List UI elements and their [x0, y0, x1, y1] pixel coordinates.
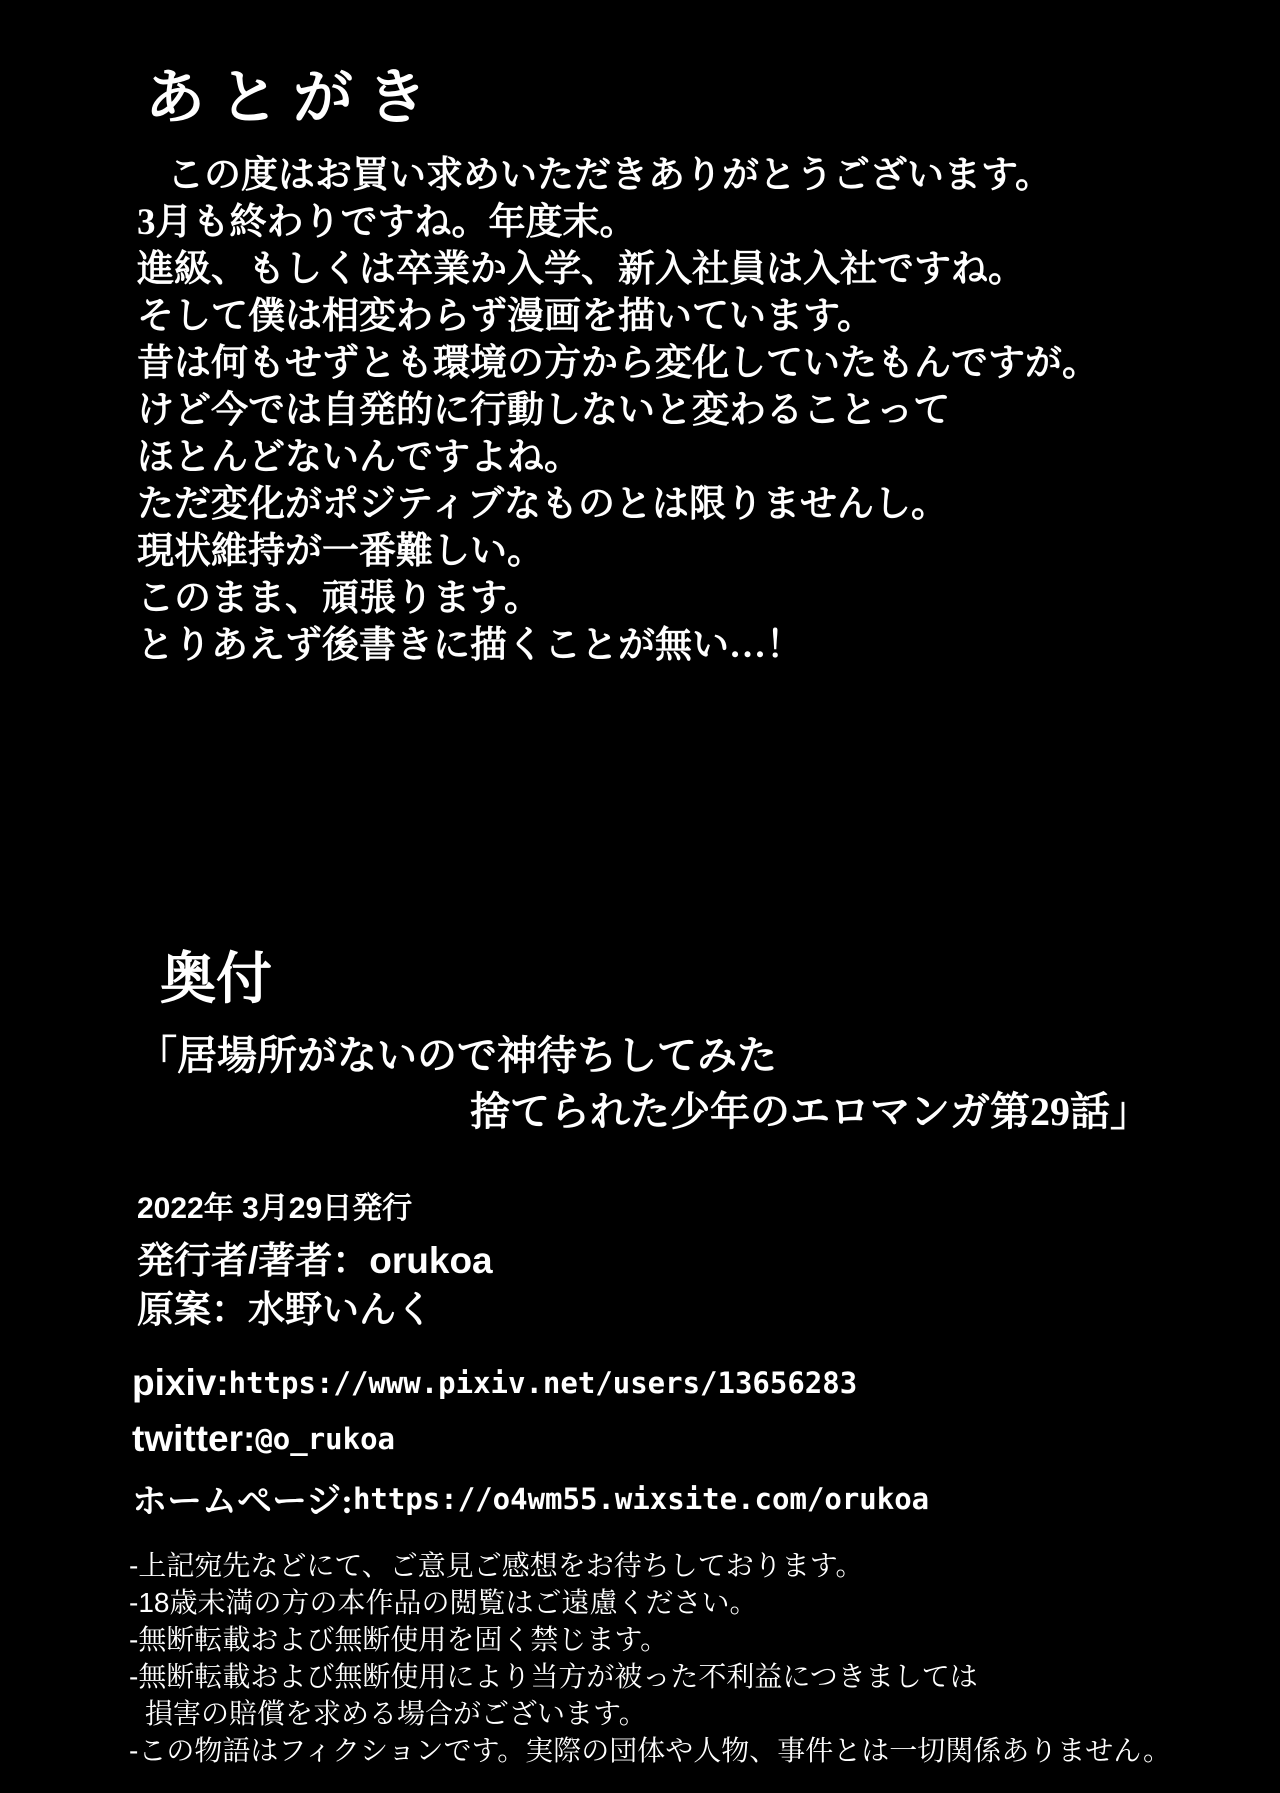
afterword-body: [137, 152, 1147, 669]
note-line: -無断転載および無断使用を固く禁じます。: [129, 1624, 669, 1655]
contact-links: [132, 1362, 929, 1538]
note-line: 損害の賠償を求める場合がございます。: [145, 1698, 647, 1729]
afterword-line: けど今では自発的に行動しないと変わることって: [137, 390, 951, 431]
afterword-line: ほとんどないんですよね。: [137, 437, 581, 478]
afterword-title: あとがき: [145, 65, 441, 132]
pixiv-row: [132, 1362, 929, 1404]
note-line: -無断転載および無断使用により当方が被った不利益につきましては: [129, 1661, 978, 1692]
afterword-line: そして僕は相変わらず漫画を描いています。: [137, 296, 875, 337]
book-title-line2: 捨てられた少年のエロマンガ第29話」: [470, 1089, 1150, 1134]
afterword-line: ただ変化がポジティブなものとは限りませんし。: [137, 484, 949, 525]
note-line: -この物語はフィクションです。実際の団体や人物、事件とは一切関係ありません。: [129, 1735, 1171, 1766]
pixiv-label: pixiv:: [132, 1362, 229, 1403]
book-title: [137, 1028, 1187, 1140]
homepage-url: https://o4wm55.wixsite.com/orukoa: [352, 1482, 930, 1516]
afterword-line: 現状維持が一番難しい。: [137, 531, 544, 572]
original-concept: 原案：水野いんく: [137, 1289, 433, 1330]
afterword-line: このまま、頑張ります。: [137, 578, 542, 619]
afterword-line: 3月も終わりですね。年度末。: [137, 202, 637, 243]
afterword-line: この度はお買い求めいただきありがとうございます。: [167, 155, 1053, 196]
afterword-line: 進級、もしくは卒業か入学、新入社員は入社ですね。: [137, 249, 1025, 290]
twitter-label: twitter:: [132, 1418, 256, 1459]
homepage-row: [132, 1474, 929, 1524]
pixiv-url: https://www.pixiv.net/users/13656283: [228, 1366, 858, 1400]
note-line: -上記宛先などにて、ご意見ご感想をお待ちしております。: [129, 1550, 864, 1581]
publish-date: 2022年 3月29日発行: [137, 1192, 413, 1225]
homepage-label: ホームページ:: [132, 1482, 353, 1521]
afterword-line: とりあえず後書きに描くことが無い…！: [137, 625, 803, 666]
colophon-title: 奥付: [160, 947, 272, 1011]
twitter-handle: @o_rukoa: [255, 1422, 396, 1456]
note-line: -18歳未満の方の本作品の閲覧はご遠慮ください。: [129, 1587, 758, 1618]
twitter-row: [132, 1418, 929, 1460]
publisher-author: 発行者/著者：orukoa: [137, 1240, 493, 1281]
colophon-notes: [129, 1547, 1229, 1769]
afterword-line: 昔は何もせずとも環境の方から変化していたもんですが。: [137, 343, 1099, 384]
publish-info: [137, 1190, 493, 1334]
book-title-line1: 「居場所がないので神待ちしてみた: [137, 1033, 777, 1078]
